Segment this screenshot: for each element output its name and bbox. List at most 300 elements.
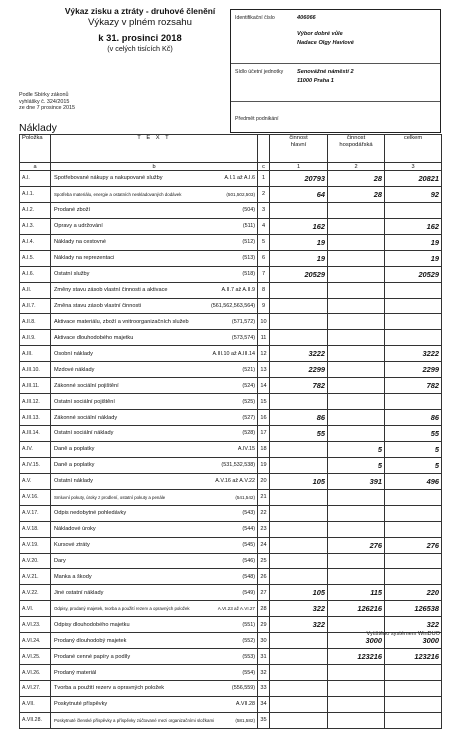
letter-c: c	[258, 163, 270, 171]
row-code: A.IV.	[20, 441, 51, 457]
header-text: T E X T	[51, 135, 258, 163]
row-label: Změny stavu zásob vlastní činnosti a aktivace	[54, 287, 168, 294]
row-account-ref: (521)	[242, 366, 255, 373]
row-code: A.III.10.	[20, 362, 51, 378]
value-main-activity: 322	[270, 601, 328, 617]
row-code: A.I.3.	[20, 218, 51, 234]
row-label: Jiné ostatní náklady	[54, 589, 104, 596]
value-main-activity	[270, 298, 328, 314]
row-label: Zákonné sociální pojištění	[54, 382, 119, 389]
table-row	[20, 218, 442, 234]
header-row-number	[258, 135, 270, 163]
row-code: A.III.13.	[20, 410, 51, 426]
value-total	[385, 202, 442, 218]
header-economic-activity-line2: hospodářská	[339, 142, 373, 148]
row-text-cell	[51, 171, 258, 187]
value-economic-activity	[328, 234, 385, 250]
row-account-ref: (527)	[242, 414, 255, 421]
value-main-activity	[270, 521, 328, 537]
table-row	[20, 378, 442, 394]
value-total: 19	[385, 234, 442, 250]
value-economic-activity: 28	[328, 171, 385, 187]
row-text-cell	[51, 649, 258, 665]
table-row	[20, 266, 442, 282]
table-row	[20, 505, 442, 521]
table-row	[20, 553, 442, 569]
value-economic-activity	[328, 553, 385, 569]
value-total: 5	[385, 441, 442, 457]
value-total: 322	[385, 617, 442, 633]
table-row	[20, 330, 442, 346]
row-text-cell	[51, 696, 258, 712]
row-code: A.V.21.	[20, 569, 51, 585]
row-code: A.VI.23.	[20, 617, 51, 633]
value-total	[385, 521, 442, 537]
row-number: 10	[258, 314, 270, 330]
value-economic-activity	[328, 330, 385, 346]
table-row	[20, 537, 442, 553]
table-row	[20, 426, 442, 442]
row-account-ref: (556,559)	[231, 685, 255, 692]
row-label: Zákonné sociální náklady	[54, 414, 118, 421]
row-label: Prodaný dlouhodobý majetek	[54, 637, 127, 644]
value-total: 20821	[385, 171, 442, 187]
row-code: A.V.18.	[20, 521, 51, 537]
table-row	[20, 346, 442, 362]
row-text-cell	[51, 378, 258, 394]
value-economic-activity	[328, 489, 385, 505]
value-total: 5	[385, 457, 442, 473]
value-total	[385, 712, 442, 728]
row-text-cell	[51, 410, 258, 426]
entity-name-line2: Nadace Olgy Havlové	[297, 40, 354, 46]
value-economic-activity: 126216	[328, 601, 385, 617]
row-code: A.II.	[20, 282, 51, 298]
value-economic-activity	[328, 712, 385, 728]
law-reference-line: Podle Sbírky zákonů	[19, 92, 69, 98]
row-text-cell	[51, 457, 258, 473]
row-number: 34	[258, 696, 270, 712]
row-number: 25	[258, 553, 270, 569]
value-main-activity: 20529	[270, 266, 328, 282]
table-row	[20, 298, 442, 314]
table-row	[20, 250, 442, 266]
row-label: Prodaný materiál	[54, 669, 97, 676]
entity-info-box	[230, 9, 441, 133]
row-text-cell	[51, 441, 258, 457]
row-account-ref: (525)	[242, 398, 255, 405]
table-row	[20, 362, 442, 378]
law-reference-line: ze dne 7 prosince 2015	[19, 105, 76, 112]
row-text-cell	[51, 394, 258, 410]
row-text-cell	[51, 712, 258, 728]
row-account-ref: (531,532,538)	[221, 462, 255, 469]
value-total: 496	[385, 473, 442, 489]
row-label: Odpis nedobytné pohledávky	[54, 510, 127, 517]
row-number: 26	[258, 569, 270, 585]
row-account-ref: (524)	[242, 382, 255, 389]
row-text-cell	[51, 298, 258, 314]
value-economic-activity: 28	[328, 186, 385, 202]
row-account-ref: (544)	[242, 526, 255, 533]
row-text-cell	[51, 362, 258, 378]
value-economic-activity	[328, 218, 385, 234]
value-total	[385, 394, 442, 410]
table-row	[20, 712, 442, 728]
table-row	[20, 457, 442, 473]
row-code: A.VII.	[20, 696, 51, 712]
row-label: Změna stavu zásob vlastní činnosti	[54, 302, 142, 309]
row-label: Náklady na reprezentaci	[54, 255, 115, 262]
expenses-table	[19, 134, 442, 729]
row-text-cell	[51, 250, 258, 266]
law-reference-line: vyhlášky č. 324/2015	[19, 98, 70, 105]
value-economic-activity	[328, 362, 385, 378]
row-account-ref: (553)	[242, 653, 255, 660]
row-label: Tvorba a použití rezerv a opravných položek	[54, 685, 165, 692]
row-code: A.II.9.	[20, 330, 51, 346]
value-total	[385, 553, 442, 569]
row-text-cell	[51, 617, 258, 633]
row-number: 14	[258, 378, 270, 394]
section-title: Náklady	[19, 122, 57, 134]
header-main-activity-line1: činnost	[289, 135, 308, 141]
value-economic-activity: 391	[328, 473, 385, 489]
row-code: A.VI.26.	[20, 665, 51, 681]
value-economic-activity: 276	[328, 537, 385, 553]
value-economic-activity	[328, 378, 385, 394]
table-row	[20, 696, 442, 712]
row-label: Náklady na cestovné	[54, 239, 106, 246]
row-text-cell	[51, 346, 258, 362]
row-number: 31	[258, 649, 270, 665]
id-label: Identifikační číslo	[235, 15, 275, 21]
row-number: 16	[258, 410, 270, 426]
row-label: Aktivace dlouhodobého majetku	[54, 334, 134, 341]
row-label: Spotřebované nákupy a nakupované služby	[54, 175, 163, 182]
row-code: A.III.12.	[20, 394, 51, 410]
row-number: 12	[258, 346, 270, 362]
table-row	[20, 171, 442, 187]
row-label: Smluvní pokuty, úroky z prodlení, ostatní pokuty a penále	[54, 494, 166, 500]
row-label: Kursové ztráty	[54, 542, 90, 549]
row-number: 32	[258, 665, 270, 681]
header-main-activity-line2: hlavní	[290, 142, 307, 148]
row-account-ref: (541,542)	[235, 494, 255, 500]
row-text-cell	[51, 489, 258, 505]
row-text-cell	[51, 202, 258, 218]
row-account-ref: (543)	[242, 510, 255, 517]
value-economic-activity	[328, 282, 385, 298]
value-main-activity: 64	[270, 186, 328, 202]
value-total	[385, 330, 442, 346]
table-row	[20, 489, 442, 505]
row-number: 13	[258, 362, 270, 378]
value-total: 3000	[385, 633, 442, 649]
row-code: A.VI.	[20, 601, 51, 617]
row-code: A.I.6.	[20, 266, 51, 282]
table-header-row	[20, 135, 442, 163]
value-main-activity	[270, 489, 328, 505]
row-text-cell	[51, 569, 258, 585]
value-economic-activity	[328, 569, 385, 585]
row-text-cell	[51, 330, 258, 346]
table-row	[20, 601, 442, 617]
report-units: (v celých tisících Kč)	[107, 44, 173, 53]
row-code: A.V.17.	[20, 505, 51, 521]
value-main-activity: 19	[270, 250, 328, 266]
row-label: Mzdové náklady	[54, 366, 95, 373]
value-total: 220	[385, 585, 442, 601]
value-total: 92	[385, 186, 442, 202]
table-row	[20, 681, 442, 697]
row-code: A.III.	[20, 346, 51, 362]
row-number: 35	[258, 712, 270, 728]
value-main-activity	[270, 394, 328, 410]
address-label: Sídlo účetní jednotky	[235, 69, 284, 75]
row-label: Osobní náklady	[54, 350, 93, 357]
row-number: 19	[258, 457, 270, 473]
letter-a: a	[20, 163, 51, 171]
value-main-activity: 55	[270, 426, 328, 442]
row-label: Poskytnuté příspěvky	[54, 701, 108, 708]
row-code: A.V.16.	[20, 489, 51, 505]
table-row	[20, 410, 442, 426]
row-code: A.VI.24.	[20, 633, 51, 649]
value-total: 126538	[385, 601, 442, 617]
row-number: 24	[258, 537, 270, 553]
header-code: Položka	[20, 135, 51, 163]
value-economic-activity	[328, 346, 385, 362]
law-reference	[19, 92, 75, 112]
value-economic-activity	[328, 426, 385, 442]
value-main-activity: 782	[270, 378, 328, 394]
value-total: 2299	[385, 362, 442, 378]
row-code: A.I.	[20, 171, 51, 187]
address-line1: Senovážné náměstí 2	[297, 69, 354, 75]
row-text-cell	[51, 505, 258, 521]
row-account-ref: (554)	[242, 669, 255, 676]
row-code: A.I.2.	[20, 202, 51, 218]
row-number: 27	[258, 585, 270, 601]
row-text-cell	[51, 266, 258, 282]
row-code: A.VI.27.	[20, 681, 51, 697]
value-total	[385, 505, 442, 521]
value-economic-activity: 123216	[328, 649, 385, 665]
value-main-activity	[270, 330, 328, 346]
row-account-ref: (561,562,563,564)	[210, 302, 255, 309]
row-code: A.VI.25.	[20, 649, 51, 665]
row-code: A.V.19.	[20, 537, 51, 553]
row-code: A.II.8.	[20, 314, 51, 330]
row-text-cell	[51, 473, 258, 489]
value-total: 55	[385, 426, 442, 442]
value-total: 3222	[385, 346, 442, 362]
row-label: Manka a škody	[54, 573, 92, 580]
value-total: 782	[385, 378, 442, 394]
value-total: 20529	[385, 266, 442, 282]
value-main-activity	[270, 633, 328, 649]
value-main-activity: 322	[270, 617, 328, 633]
value-total: 19	[385, 250, 442, 266]
id-value: 406066	[297, 15, 316, 21]
value-total	[385, 282, 442, 298]
row-account-ref: (528)	[242, 430, 255, 437]
row-number: 18	[258, 441, 270, 457]
table-row	[20, 282, 442, 298]
entity-name-line1: Výbor dobré vůle	[297, 31, 343, 37]
row-account-ref: A.I.1 až A.I.6	[224, 175, 255, 182]
row-number: 1	[258, 171, 270, 187]
row-label: Poskytnuté členské příspěvky a příspěvky zúčtované mezi organizačními složkami	[54, 717, 215, 723]
value-economic-activity	[328, 521, 385, 537]
table-row	[20, 665, 442, 681]
row-label: Nákladové úroky	[54, 526, 96, 533]
value-total	[385, 696, 442, 712]
row-number: 11	[258, 330, 270, 346]
info-divider	[231, 101, 440, 102]
table-row	[20, 314, 442, 330]
row-number: 29	[258, 617, 270, 633]
row-label: Ostatní služby	[54, 271, 90, 278]
value-total	[385, 569, 442, 585]
value-main-activity: 19	[270, 234, 328, 250]
row-code: A.V.	[20, 473, 51, 489]
row-text-cell	[51, 553, 258, 569]
value-main-activity: 2299	[270, 362, 328, 378]
value-main-activity	[270, 505, 328, 521]
value-economic-activity	[328, 681, 385, 697]
value-main-activity: 105	[270, 585, 328, 601]
row-text-cell	[51, 601, 258, 617]
value-main-activity	[270, 696, 328, 712]
table-row	[20, 186, 442, 202]
letter-3: 3	[385, 163, 442, 171]
value-main-activity: 3222	[270, 346, 328, 362]
row-number: 23	[258, 521, 270, 537]
row-code: A.I.4.	[20, 234, 51, 250]
value-main-activity	[270, 649, 328, 665]
row-text-cell	[51, 537, 258, 553]
row-account-ref: A.VII.28	[235, 701, 255, 708]
row-text-cell	[51, 234, 258, 250]
row-text-cell	[51, 633, 258, 649]
row-number: 4	[258, 218, 270, 234]
value-economic-activity	[328, 202, 385, 218]
table-row	[20, 441, 442, 457]
value-total: 86	[385, 410, 442, 426]
row-number: 6	[258, 250, 270, 266]
row-text-cell	[51, 681, 258, 697]
report-title-block	[40, 6, 240, 54]
letter-1: 1	[270, 163, 328, 171]
row-label: Ostatní sociální pojištění	[54, 398, 115, 405]
row-account-ref: (581,582)	[235, 717, 255, 723]
row-code: A.I.1.	[20, 186, 51, 202]
header-total-label: celkem	[403, 135, 423, 141]
row-account-ref: (512)	[242, 239, 255, 246]
letter-b: b	[51, 163, 258, 171]
info-divider	[231, 63, 440, 64]
row-text-cell	[51, 314, 258, 330]
value-main-activity	[270, 314, 328, 330]
row-text-cell	[51, 521, 258, 537]
row-label: Prodané cenné papíry a podíly	[54, 653, 131, 660]
subject-label: Předmět podnikání	[235, 116, 279, 122]
value-total	[385, 298, 442, 314]
value-main-activity	[270, 537, 328, 553]
row-account-ref: (571,572)	[231, 318, 255, 325]
row-code: A.I.5.	[20, 250, 51, 266]
row-number: 3	[258, 202, 270, 218]
value-main-activity	[270, 553, 328, 569]
value-main-activity	[270, 681, 328, 697]
value-total	[385, 665, 442, 681]
value-economic-activity: 115	[328, 585, 385, 601]
row-number: 33	[258, 681, 270, 697]
table-row	[20, 473, 442, 489]
value-economic-activity: 5	[328, 457, 385, 473]
row-label: Ostatní sociální náklady	[54, 430, 114, 437]
row-label: Dary	[54, 557, 66, 564]
row-number: 17	[258, 426, 270, 442]
value-economic-activity: 5	[328, 441, 385, 457]
row-number: 15	[258, 394, 270, 410]
row-text-cell	[51, 665, 258, 681]
value-main-activity	[270, 569, 328, 585]
row-number: 22	[258, 505, 270, 521]
row-account-ref: (548)	[242, 573, 255, 580]
row-number: 2	[258, 186, 270, 202]
row-account-ref: A.VI.23 až A.VI.27	[217, 606, 255, 612]
row-label: Daně a poplatky	[54, 446, 95, 453]
table-row	[20, 521, 442, 537]
row-account-ref: (545)	[242, 542, 255, 549]
header-economic-activity-line1: činnost	[346, 135, 366, 141]
row-account-ref: (546)	[242, 557, 255, 564]
row-account-ref: (549)	[242, 589, 255, 596]
value-economic-activity	[328, 298, 385, 314]
row-number: 30	[258, 633, 270, 649]
value-economic-activity	[328, 250, 385, 266]
row-account-ref: (504)	[242, 207, 255, 214]
value-main-activity	[270, 202, 328, 218]
row-label: Aktivace materiálu, zboží a vnitroorganizačních služeb	[54, 318, 189, 325]
row-code: A.IV.15.	[20, 457, 51, 473]
row-number: 9	[258, 298, 270, 314]
row-label: Ostatní náklady	[54, 478, 93, 485]
header-main-activity	[270, 135, 328, 163]
value-economic-activity	[328, 314, 385, 330]
letter-2: 2	[328, 163, 385, 171]
row-account-ref: (518)	[242, 271, 255, 278]
value-economic-activity	[328, 665, 385, 681]
value-total	[385, 314, 442, 330]
value-economic-activity	[328, 394, 385, 410]
row-number: 8	[258, 282, 270, 298]
row-text-cell	[51, 218, 258, 234]
row-account-ref: (552)	[242, 637, 255, 644]
printed-by-footer: Vytištěno systémem WinDUO	[366, 631, 440, 637]
value-economic-activity	[328, 696, 385, 712]
row-label: Opravy a udržování	[54, 223, 103, 230]
value-total	[385, 681, 442, 697]
row-account-ref: (573,574)	[231, 334, 255, 341]
address-line2: 11000 Praha 1	[297, 78, 334, 84]
row-code: A.III.11.	[20, 378, 51, 394]
value-main-activity	[270, 457, 328, 473]
value-main-activity	[270, 712, 328, 728]
